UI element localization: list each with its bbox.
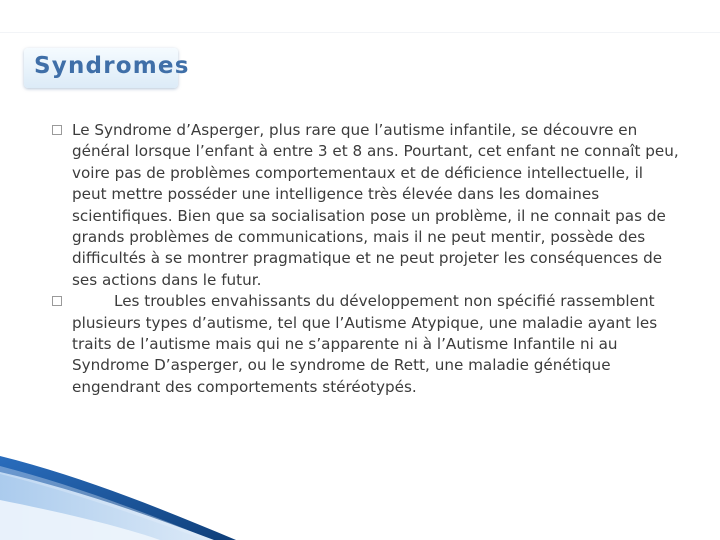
- bullet-text: Les troubles envahissants du développement non spécifié rassemblent plusieurs types d’autisme, tel que l’Autisme Atypique, une maladie ayant les traits de l’autisme mais qui ne s’apparente ni à l’Autisme Infantile ni au Syndrome D’asperger, ou le syndrome de Rett, une maladie génétique engendrant des comportements stéréotypés.: [72, 292, 658, 396]
- square-bullet-icon: [52, 296, 62, 306]
- square-bullet-icon: [52, 125, 62, 135]
- bullet-item-ted-ns: [52, 291, 680, 398]
- top-divider: [0, 32, 720, 33]
- slide-title: Syndromes: [34, 53, 190, 79]
- bullet-item-asperger: [52, 120, 680, 291]
- bullet-text: Le Syndrome d’Asperger, plus rare que l’autisme infantile, se découvre en général lorsque l’enfant à entre 3 et 8 ans. Pourtant, cet enfant ne connaît peu, voire pas de problèmes comportementaux et de déficience intellectuelle, il peut mettre posséder une intelligence très élevée dans les domaines scientifiques. Bien que sa socialisation pose un problème, il ne connait pas de grands problèmes de communications, mais il ne peut mentir, possède des difficultés à se montrer pragmatique et ne peut projeter les conséquences de ses actions dans le futur.: [72, 121, 679, 289]
- bullet-list: [52, 120, 680, 398]
